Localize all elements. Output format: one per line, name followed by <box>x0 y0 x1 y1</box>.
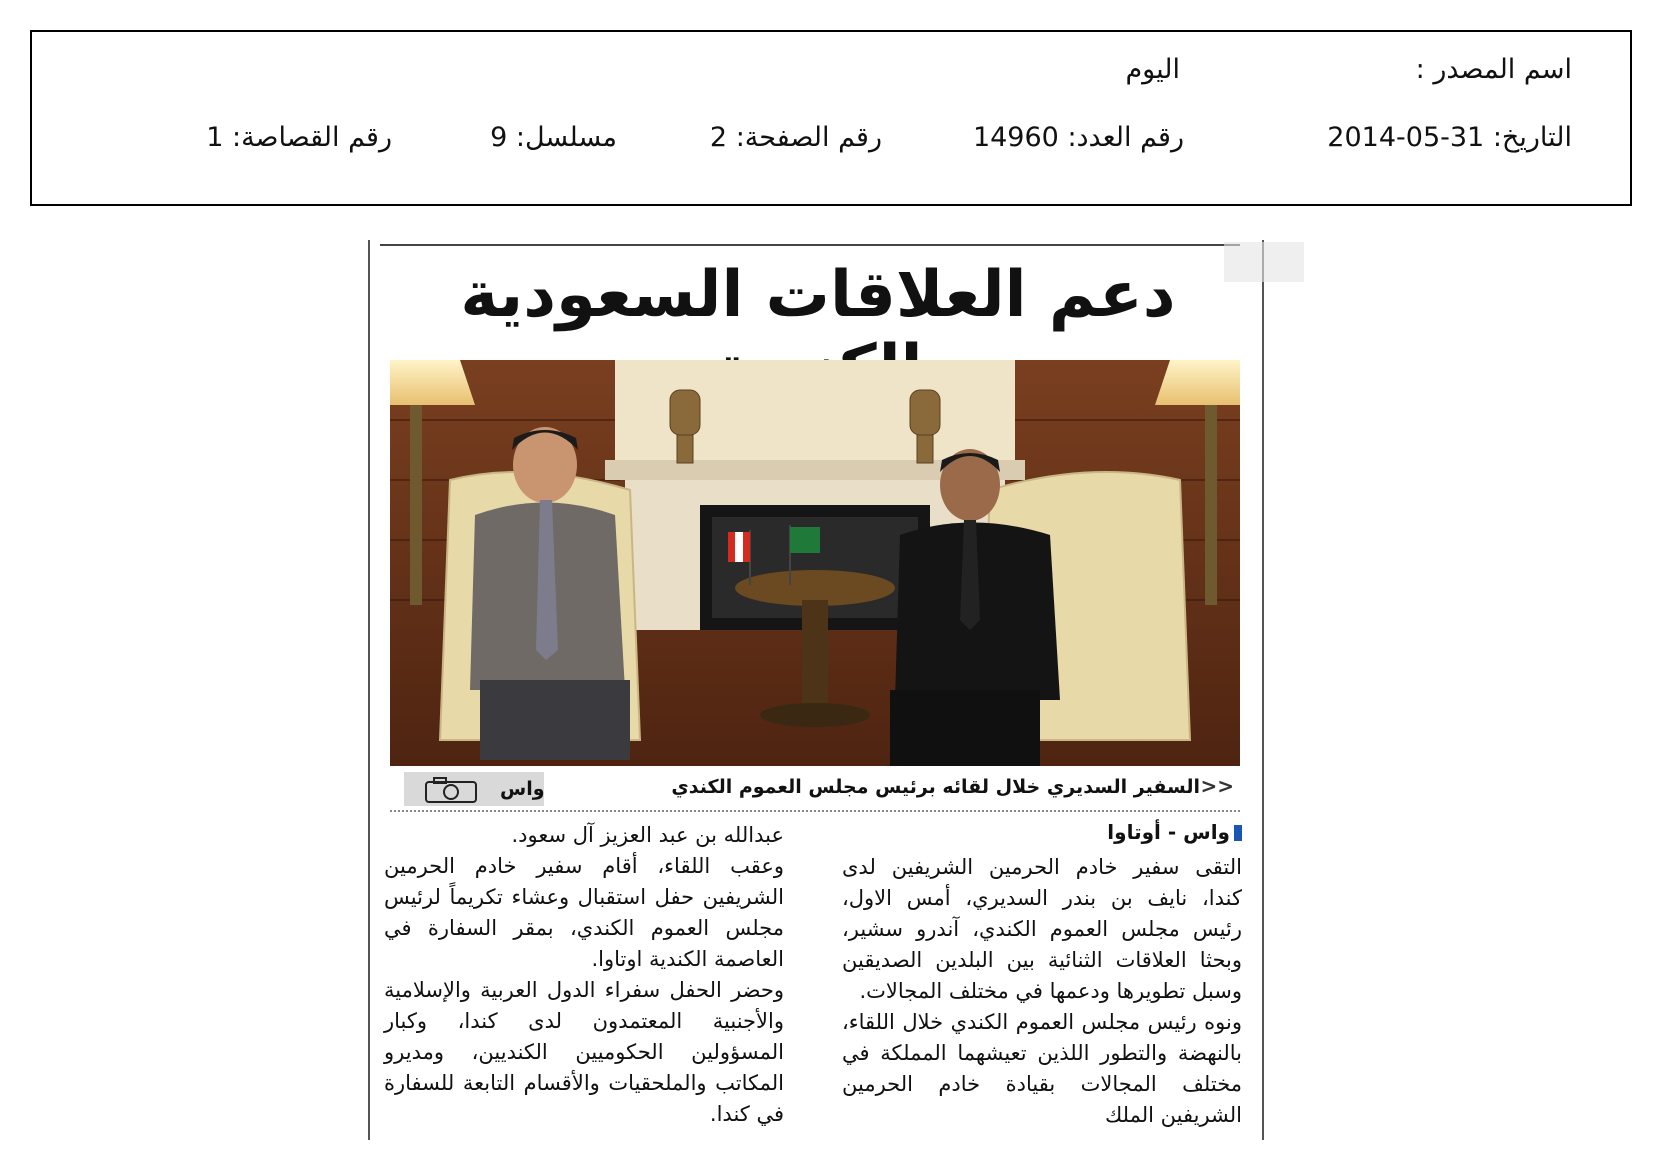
paragraph: وحضر الحفل سفراء الدول العربية والإسلامية والأجنبية المعتمدون لدى كندا، وكبار المسؤولين الحكوميين الكنديين، ومديرو المكاتب والملحقيات والأقسام التابعة للسفارة في كندا. <box>384 978 784 1126</box>
serial-field: مسلسل: 9 <box>490 122 617 153</box>
camera-icon <box>424 776 478 804</box>
clip-number-field: رقم القصاصة: 1 <box>206 122 392 153</box>
article-dateline <box>1107 820 1242 844</box>
issue-field: رقم العدد: 14960 <box>972 122 1184 153</box>
photo-caption-bar <box>390 770 1240 806</box>
paragraph: ونوه رئيس مجلس العموم الكندي خلال اللقاء، بالنهضة والتطور اللذين تعيشهما المملكة في مختلف المجالات بقيادة خادم الحرمين الشريفين الملك <box>842 1010 1242 1127</box>
date-field: التاريخ: 31-05-2014 <box>1327 122 1572 153</box>
page-field: رقم الصفحة: 2 <box>709 122 882 153</box>
newspaper-clipping <box>368 240 1264 1140</box>
clip-border-right <box>1262 240 1264 1140</box>
article-column-right <box>842 852 1242 1131</box>
meeting-photo-illustration <box>390 360 1240 766</box>
bookmark-icon <box>1234 825 1242 841</box>
caption-arrows: << <box>1200 774 1234 798</box>
paragraph: وعقب اللقاء، أقام سفير خادم الحرمين الشريفين حفل استقبال وعشاء تكريماً لرئيس مجلس العموم الكندي، بمقر السفارة في العاصمة الكندية اوتاوا. <box>384 854 784 971</box>
clip-top-rule <box>380 244 1240 246</box>
source-value: اليوم <box>1125 54 1180 85</box>
photo-credit-box <box>404 772 544 806</box>
paragraph: التقى سفير خادم الحرمين الشريفين لدى كندا، نايف بن بندر السديري، أمس الاول، رئيس مجلس العموم الكندي، آندرو سشير، وبحثا العلاقات الثنائية بين البلدين الصديقين وسبل تطويرها ودعمها في مختلف المجالات. <box>842 855 1242 1003</box>
caption-divider <box>390 810 1240 812</box>
article-column-left <box>384 820 784 1130</box>
paragraph: عبدالله بن عبد العزيز آل سعود. <box>511 823 784 847</box>
photo-caption: السفير السديري خلال لقائه برئيس مجلس العموم الكندي <box>671 776 1200 798</box>
watermark <box>1224 242 1304 282</box>
photo-credit: واس <box>500 778 545 800</box>
article-headline: دعم العلاقات السعودية <box>460 258 1176 332</box>
clipping-metadata-box <box>30 30 1632 206</box>
clip-border-left <box>368 240 370 1140</box>
dateline-text: واس - أوتاوا <box>1107 820 1230 844</box>
source-label: اسم المصدر : <box>1415 54 1572 85</box>
article-photo <box>390 360 1240 766</box>
